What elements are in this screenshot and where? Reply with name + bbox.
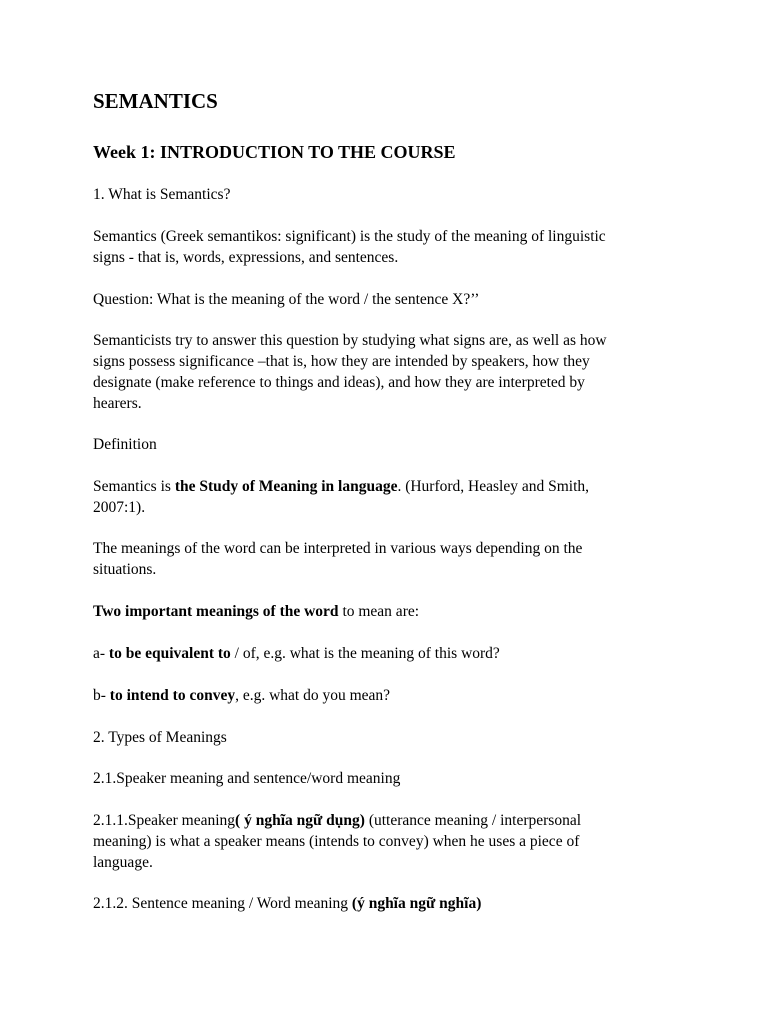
semanticists-line-3: designate (make reference to things and ideas), and how they are interpreted by xyxy=(93,374,585,391)
semanticists-line-4: hearers. xyxy=(93,395,142,412)
meanings-line-1: The meanings of the word can be interpreted in various ways depending on the xyxy=(93,540,583,557)
section-2-1-1-line-2: meaning) is what a speaker means (intends to convey) when he uses a piece of xyxy=(93,833,580,850)
definition-label: Definition xyxy=(93,436,157,453)
intro-line-2: signs - that is, words, expressions, and sentences. xyxy=(93,249,399,266)
week-heading: Week 1: INTRODUCTION TO THE COURSE xyxy=(93,142,456,162)
definition-line-2: 2007:1). xyxy=(93,499,146,516)
item-a-bold: to be equivalent to xyxy=(108,645,231,662)
item-a-rest: / of, e.g. what is the meaning of this word? xyxy=(230,645,500,662)
semanticists-paragraph xyxy=(93,330,607,414)
section-2-1-heading: 2.1.Speaker meaning and sentence/word meaning xyxy=(93,770,401,787)
item-b xyxy=(93,685,390,706)
two-meanings-rest: to mean are: xyxy=(338,603,420,620)
item-a xyxy=(93,643,500,664)
definition-line-1 xyxy=(93,476,589,497)
section-2-1-1-bold: ( ý nghĩa ngữ dụng) xyxy=(235,812,365,829)
item-b-bold: to intend to convey xyxy=(109,687,236,704)
question-line: Question: What is the meaning of the word / the sentence X?’’ xyxy=(93,291,480,308)
section-2-1-1-line-3: language. xyxy=(93,854,153,871)
document-title: SEMANTICS xyxy=(93,89,218,113)
definition-paragraph xyxy=(93,476,589,518)
meanings-paragraph xyxy=(93,538,582,580)
section-2-1-1-prefix: 2.1.1.Speaker meaning xyxy=(93,812,236,829)
section-2-1-2-line xyxy=(93,893,481,914)
item-b-prefix: b- xyxy=(93,687,110,704)
question-what-is-semantics: 1. What is Semantics? xyxy=(93,186,231,203)
item-b-rest: , e.g. what do you mean? xyxy=(235,687,391,704)
definition-prefix: Semantics is xyxy=(93,478,175,495)
two-meanings-bold: Two important meanings of the word xyxy=(93,603,339,620)
semanticists-line-2: signs possess significance –that is, how they are intended by speakers, how they xyxy=(93,353,590,370)
meanings-line-2: situations. xyxy=(93,561,157,578)
section-2-1-1-rest: (utterance meaning / interpersonal xyxy=(364,812,581,829)
section-2-1-2-bold: (ý nghĩa ngữ nghĩa) xyxy=(351,895,482,912)
section-2-1-1-paragraph xyxy=(93,810,581,873)
intro-paragraph xyxy=(93,226,606,268)
two-meanings-line xyxy=(93,601,419,622)
item-a-prefix: a- xyxy=(93,645,109,662)
semanticists-line-1: Semanticists try to answer this question by studying what signs are, as well as how xyxy=(93,332,607,349)
definition-suffix: . (Hurford, Heasley and Smith, xyxy=(397,478,590,495)
intro-line-1: Semantics (Greek semantikos: significant) is the study of the meaning of linguistic xyxy=(93,228,606,245)
section-2-heading: 2. Types of Meanings xyxy=(93,729,227,746)
definition-bold: the Study of Meaning in language xyxy=(174,478,398,495)
section-2-1-2-prefix: 2.1.2. Sentence meaning / Word meaning xyxy=(93,895,352,912)
section-2-1-1-line-1 xyxy=(93,810,581,831)
